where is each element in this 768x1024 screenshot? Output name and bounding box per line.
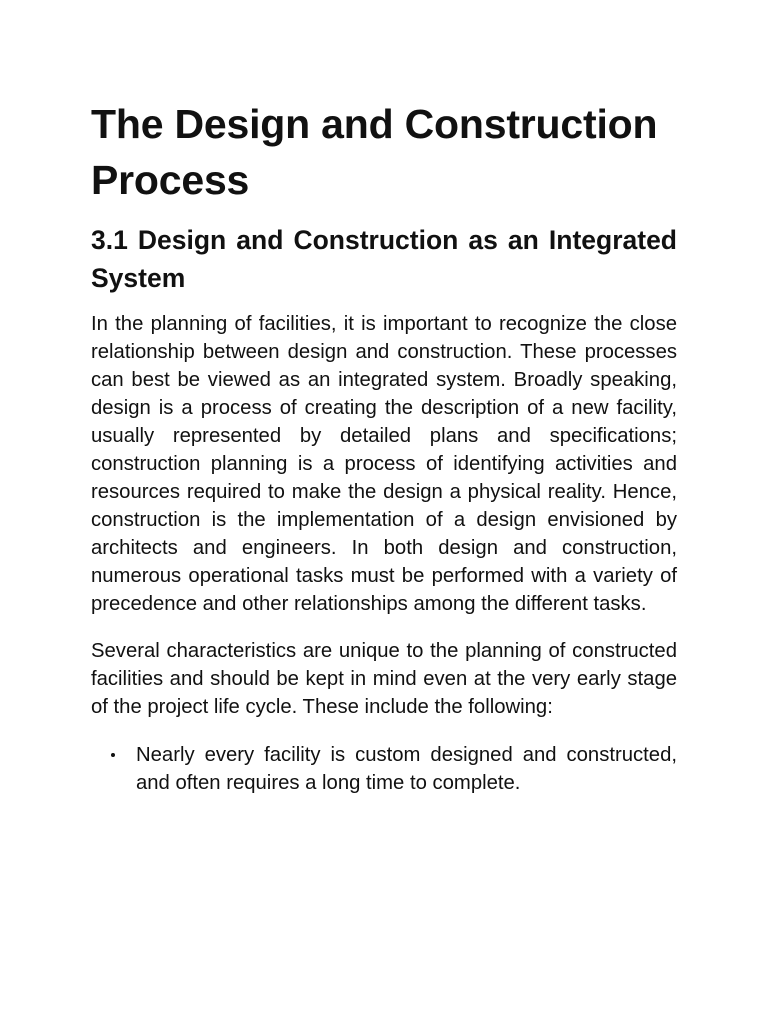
bullet-icon (111, 753, 115, 757)
paragraph-1: In the planning of facilities, it is important to recognize the close relationship between design and construction. These processes can best be viewed as an integrated system. Broadly speaking, design is a process of creating the description of a new facility, usually represented by detailed plans and specifications; construction planning is a process of identifying activities and resources required to make the design a physical reality. Hence, construction is the implementation of a design envisioned by architects and engineers. In both design and construction, numerous operational tasks must be performed with a variety of precedence and other relationships among the different tasks. (91, 313, 677, 615)
list-item-text: Nearly every facility is custom designed and constructed, and often requires a long time to complete. (136, 744, 677, 794)
bullet-list (91, 741, 677, 797)
list-item (91, 741, 677, 797)
paragraph-2: Several characteristics are unique to the planning of constructed facilities and should be kept in mind even at the very early stage of the project life cycle. These include the following: (91, 640, 677, 718)
document-title: The Design and Construction Process (91, 101, 658, 203)
section-heading: 3.1 Design and Construction as an Integrated System (91, 225, 677, 293)
document-page (91, 96, 677, 797)
